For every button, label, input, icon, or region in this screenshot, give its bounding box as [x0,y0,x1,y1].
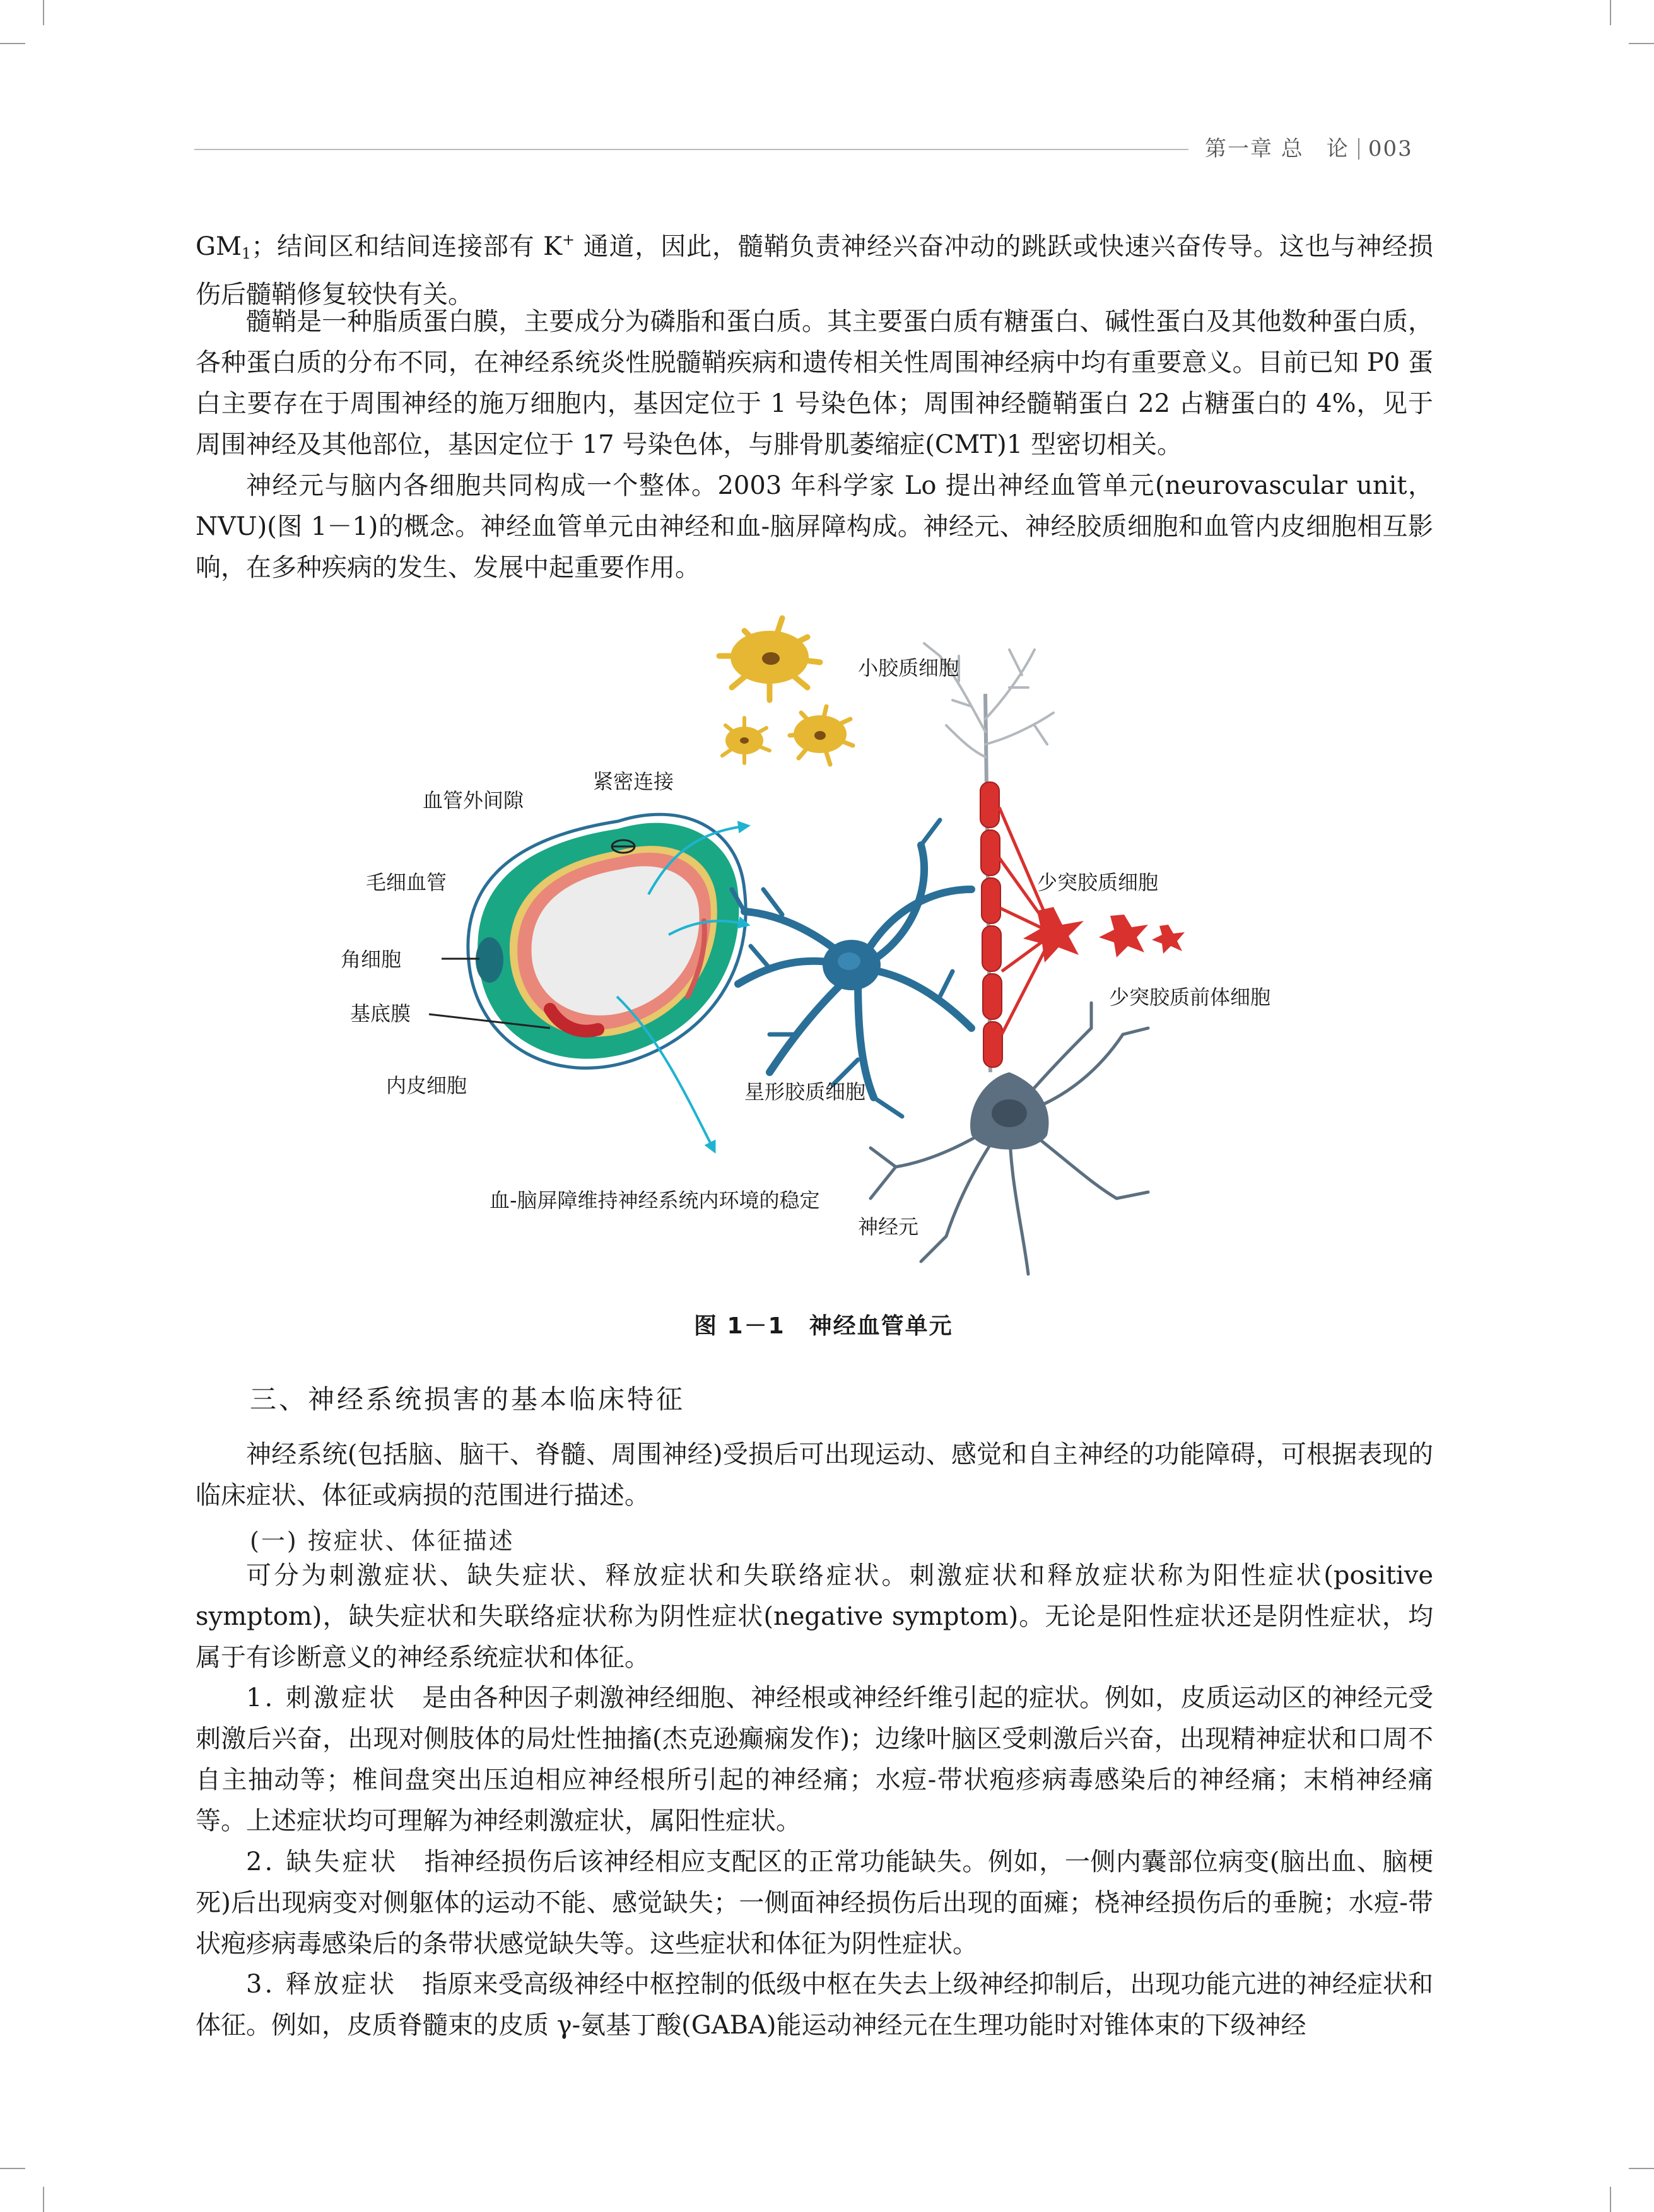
label-tight-junction: 紧密连接 [593,770,674,793]
microglia-large [719,618,820,700]
paragraph-2: 髓鞘是一种脂质蛋白膜，主要成分为磷脂和蛋白质。其主要蛋白质有糖蛋白、碱性蛋白及其他数种蛋白质，各种蛋白质的分布不同，在神经系统炎性脱髓鞘疾病和遗传相关性周围神经病中均有重要意义。目前已知 P0 蛋白主要存在于周围神经的施万细胞内，基因定位于 1 号染色体；周围神经髓鞘蛋白 22 占糖蛋白的 4%，见于周围神经及其他部位，基因定位于 17 号染色体，与腓骨肌萎缩症(CMT)1 型密切相关。 [196,307,1433,459]
term-deficit-symptoms: 2. 缺失症状 [246,1847,399,1876]
figure-caption: 图 1－1 神经血管单元 [694,1313,953,1339]
header-separator [1358,138,1359,160]
label-astrocyte: 星形胶质细胞 [744,1080,866,1104]
sub-heading: (一) 按症状、体征描述 [250,1527,515,1555]
label-basement-membrane: 基底膜 [350,1002,411,1026]
oligodendrocyte-precursor [1099,915,1185,957]
crop-mark [43,0,44,25]
paragraph-6 [196,1678,1433,1842]
label-pericyte: 角细胞 [341,947,402,971]
oligodendrocyte [999,807,1084,1034]
text-run: 指原来受高级神经中枢控制的低级中枢在失去上级神经抑制后，出现功能亢进的神经症状和体征。例如，皮质脊髓束的皮质 γ-氨基丁酸(GABA)能运动神经元在生理功能时对锥体束的下级神经 [196,1970,1433,2040]
label-microglia: 小胶质细胞 [858,656,959,680]
term-stimulation-symptoms: 1. 刺激症状 [246,1683,397,1712]
term-release-symptoms: 3. 释放症状 [246,1970,397,1999]
microglia-medium [790,706,853,764]
superscript: + [562,231,575,249]
crop-mark [43,2187,44,2212]
text-run: 指神经损伤后该神经相应支配区的正常功能缺失。例如，一侧内囊部位病变(脑出血、脑梗死)后出现病变对侧躯体的运动不能、感觉缺失；一侧面神经损伤后出现的面瘫；桡神经损伤后的垂腕；水痘-带状疱疹病毒感染后的条带状感觉缺失等。这些症状和体征为阴性症状。 [196,1847,1433,1958]
running-head [1205,131,1413,162]
page-number: 003 [1368,136,1413,161]
label-opc: 少突胶质前体细胞 [1109,985,1271,1009]
crop-mark [1610,2187,1611,2212]
astrocyte [732,820,971,1116]
crop-mark [1610,0,1611,25]
paragraph-5: 可分为刺激症状、缺失症状、释放症状和失联络症状。刺激症状和释放症状称为阳性症状(positive symptom)，缺失症状和失联络症状称为阴性症状(negative symptom)。无论是阳性症状还是阴性症状，均属于有诊断意义的神经系统症状和体征。 [196,1561,1433,1672]
crop-mark [1629,2168,1654,2169]
text-run: 是由各种因子刺激神经细胞、神经根或神经纤维引起的症状。例如，皮质运动区的神经元受刺激后兴奋，出现对侧肢体的局灶性抽搐(杰克逊癫痫发作)；边缘叶脑区受刺激后兴奋，出现精神症状和口周不自主抽动等；椎间盘突出压迫相应神经根所引起的神经痛；水痘-带状疱疹病毒感染后的神经痛；末梢神经痛等。上述症状均可理解为神经刺激症状，属阳性症状。 [196,1683,1433,1835]
crop-mark [1629,43,1654,44]
pericyte [476,937,503,983]
paragraph-3: 神经元与脑内各细胞共同构成一个整体。2003 年科学家 Lo 提出神经血管单元(neurovascular unit，NVU)(图 1－1)的概念。神经血管单元由神经和血-脑屏障构成。神经元、神经胶质细胞和血管内皮细胞相互影响，在多种疾病的发生、发展中起重要作用。 [196,471,1433,582]
microglia-small [722,718,770,763]
chapter-title: 第一章 总 论 [1205,136,1349,161]
paragraph-8 [196,1964,1433,2046]
label-perivascular-space: 血管外间隙 [423,788,524,812]
paragraph-7 [196,1842,1433,1965]
header-rule [194,149,1188,150]
crop-mark [0,43,25,44]
section-heading: 三、神经系统损害的基本临床特征 [250,1384,686,1415]
neurovascular-unit-figure [303,593,1312,1299]
label-bbb-note: 血-脑屏障维持神经系统内环境的稳定 [490,1188,820,1212]
capillary [468,814,746,1068]
label-capillary: 毛细血管 [366,870,447,894]
subscript: 1 [241,245,252,262]
text-run: ；结间区和结间连接部有 K [251,232,563,261]
text-run: 通道，因此，髓鞘负责神经兴奋冲动的跳跃或快速兴奋传导。这也与神经损伤后髓鞘修复较快有关。 [196,232,1433,309]
label-endothelial-cell: 内皮细胞 [386,1074,467,1097]
paragraph-4: 神经系统(包括脑、脑干、脊髓、周围神经)受损后可出现运动、感觉和自主神经的功能障碍，可根据表现的临床症状、体征或病损的范围进行描述。 [196,1440,1433,1510]
label-oligodendrocyte: 少突胶质细胞 [1037,870,1159,894]
text-run: GM [196,232,242,261]
crop-mark [0,2168,25,2169]
label-neuron: 神经元 [858,1215,919,1239]
